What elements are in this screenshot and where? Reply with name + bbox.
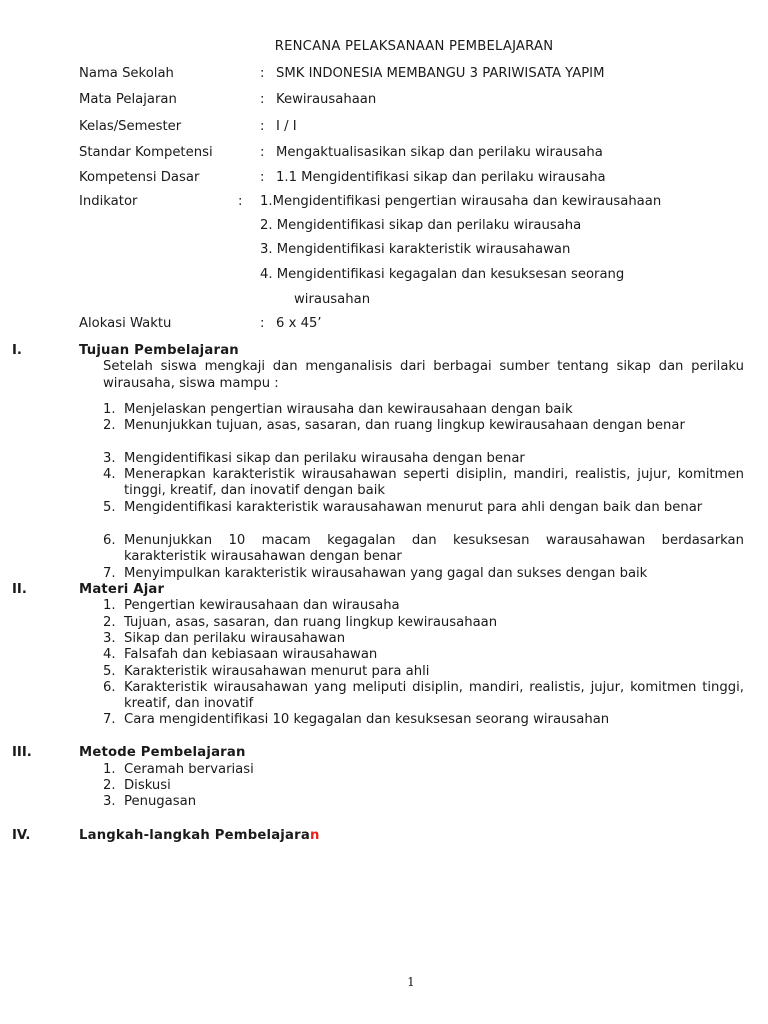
info-colon: : (260, 316, 265, 331)
section-number: I. (12, 343, 22, 358)
list-number: 1. (103, 402, 116, 417)
info-value: Kewirausahaan (276, 92, 377, 107)
list-text: Diskusi (124, 778, 171, 793)
info-value: 1.1 Mengidentifikasi sikap dan perilaku wirausaha (276, 170, 606, 185)
list-item (103, 467, 744, 500)
list-item (103, 680, 744, 713)
info-value: 6 x 45’ (276, 316, 322, 331)
list-item (103, 615, 744, 631)
info-label: Alokasi Waktu (79, 316, 172, 331)
list-item (103, 664, 744, 680)
list-number: 7. (103, 566, 116, 581)
list-text: Menyimpulkan karakteristik wirausahawan yang gagal dan sukses dengan baik (124, 566, 648, 581)
list-number: 2. (103, 615, 116, 630)
list-number: 1. (103, 762, 116, 777)
list-item (103, 712, 744, 728)
list-item (103, 451, 744, 467)
list-item (103, 631, 744, 647)
list-number: 5. (103, 500, 116, 515)
info-value: Mengaktualisasikan sikap dan perilaku wirausaha (276, 145, 603, 160)
list-text: Tujuan, asas, sasaran, dan ruang lingkup kewirausahaan (124, 615, 498, 630)
list-text: Ceramah bervariasi (124, 762, 254, 777)
list-item (103, 566, 744, 582)
list-number: 6. (103, 533, 116, 548)
list-item (103, 794, 744, 810)
info-label: Kompetensi Dasar (79, 170, 200, 185)
section-number: II. (12, 582, 27, 597)
info-colon: : (260, 66, 265, 81)
list-number: 7. (103, 712, 116, 727)
list-number: 6. (103, 680, 116, 695)
list-number: 5. (103, 664, 116, 679)
section-title-tujuan: Tujuan Pembelajaran (79, 343, 239, 358)
list-item (103, 647, 744, 663)
list-text: Mengidentifikasi karakteristik warausahawan menurut para ahli dengan baik dan benar (124, 500, 703, 515)
list-text: Mengidentifikasi sikap dan perilaku wirausaha dengan benar (124, 451, 525, 466)
list-number: 3. (103, 631, 116, 646)
indikator-item: wirausahan (294, 292, 371, 307)
info-colon: : (238, 194, 243, 209)
list-text: Falsafah dan kebiasaan wirausahawan (124, 647, 378, 662)
section-title-tail: n (309, 828, 320, 843)
list-item (103, 533, 744, 566)
section-number: III. (12, 745, 32, 760)
indikator-item: 1.Mengidentifikasi pengertian wirausaha dan kewirausahaan (260, 194, 662, 209)
list-item (103, 598, 744, 614)
info-label: Mata Pelajaran (79, 92, 177, 107)
list-item (103, 402, 744, 418)
info-colon: : (260, 119, 265, 134)
list-text: Menunjukkan 10 macam kegagalan dan kesuksesan warausahawan berdasarkan karakteristik wirausahawan dengan benar (124, 533, 744, 565)
info-value: I / I (276, 119, 297, 134)
info-label: Kelas/Semester (79, 119, 182, 134)
list-text: Pengertian kewirausahaan dan wirausaha (124, 598, 400, 613)
indikator-item: 2. Mengidentifikasi sikap dan perilaku wirausaha (260, 218, 582, 233)
list-item (103, 500, 744, 516)
info-label: Nama Sekolah (79, 66, 174, 81)
list-number: 4. (103, 647, 116, 662)
list-number: 2. (103, 418, 116, 433)
list-item (103, 778, 744, 794)
indikator-item: 3. Mengidentifikasi karakteristik wirausahawan (260, 242, 571, 257)
section-title-metode: Metode Pembelajaran (79, 745, 246, 760)
info-colon: : (260, 170, 265, 185)
list-number: 3. (103, 794, 116, 809)
list-item (103, 418, 744, 434)
section-title-materi: Materi Ajar (79, 582, 165, 597)
list-text: Karakteristik wirausahawan yang meliputi disiplin, mandiri, realistis, jujur, komitmen tinggi, kreatif, dan inovatif (124, 680, 744, 712)
list-text: Cara mengidentifikasi 10 kegagalan dan kesuksesan seorang wirausahan (124, 712, 610, 727)
list-text: Menerapkan karakteristik wirausahawan seperti disiplin, mandiri, realistis, jujur, komitmen tinggi, kreatif, dan inovatif dengan baik (124, 467, 744, 499)
list-text: Karakteristik wirausahawan menurut para ahli (124, 664, 430, 679)
list-number: 1. (103, 598, 116, 613)
list-text: Sikap dan perilaku wirausahawan (124, 631, 346, 646)
info-value: SMK INDONESIA MEMBANGU 3 PARIWISATA YAPIM (276, 66, 605, 81)
info-label: Standar Kompetensi (79, 145, 213, 160)
list-text: Menunjukkan tujuan, asas, sasaran, dan ruang lingkup kewirausahaan dengan benar (124, 418, 685, 433)
section-title-main: Langkah-langkah Pembelajara (79, 828, 310, 843)
section-intro: Setelah siswa mengkaji dan menganalisis dari berbagai sumber tentang sikap dan perilaku wirausaha, siswa mampu : (103, 359, 744, 391)
page-number: 1 (407, 975, 415, 989)
section-number: IV. (12, 828, 31, 843)
section-title-langkah (79, 828, 320, 843)
indikator-item: 4. Mengidentifikasi kegagalan dan kesuksesan seorang (260, 267, 625, 282)
info-colon: : (260, 92, 265, 107)
list-text: Menjelaskan pengertian wirausaha dan kewirausahaan dengan baik (124, 402, 573, 417)
info-label: Indikator (79, 194, 138, 209)
list-number: 3. (103, 451, 116, 466)
info-colon: : (260, 145, 265, 160)
list-item (103, 762, 744, 778)
list-number: 2. (103, 778, 116, 793)
list-number: 4. (103, 467, 116, 482)
document-title: RENCANA PELAKSANAAN PEMBELAJARAN (274, 39, 554, 54)
list-text: Penugasan (124, 794, 197, 809)
